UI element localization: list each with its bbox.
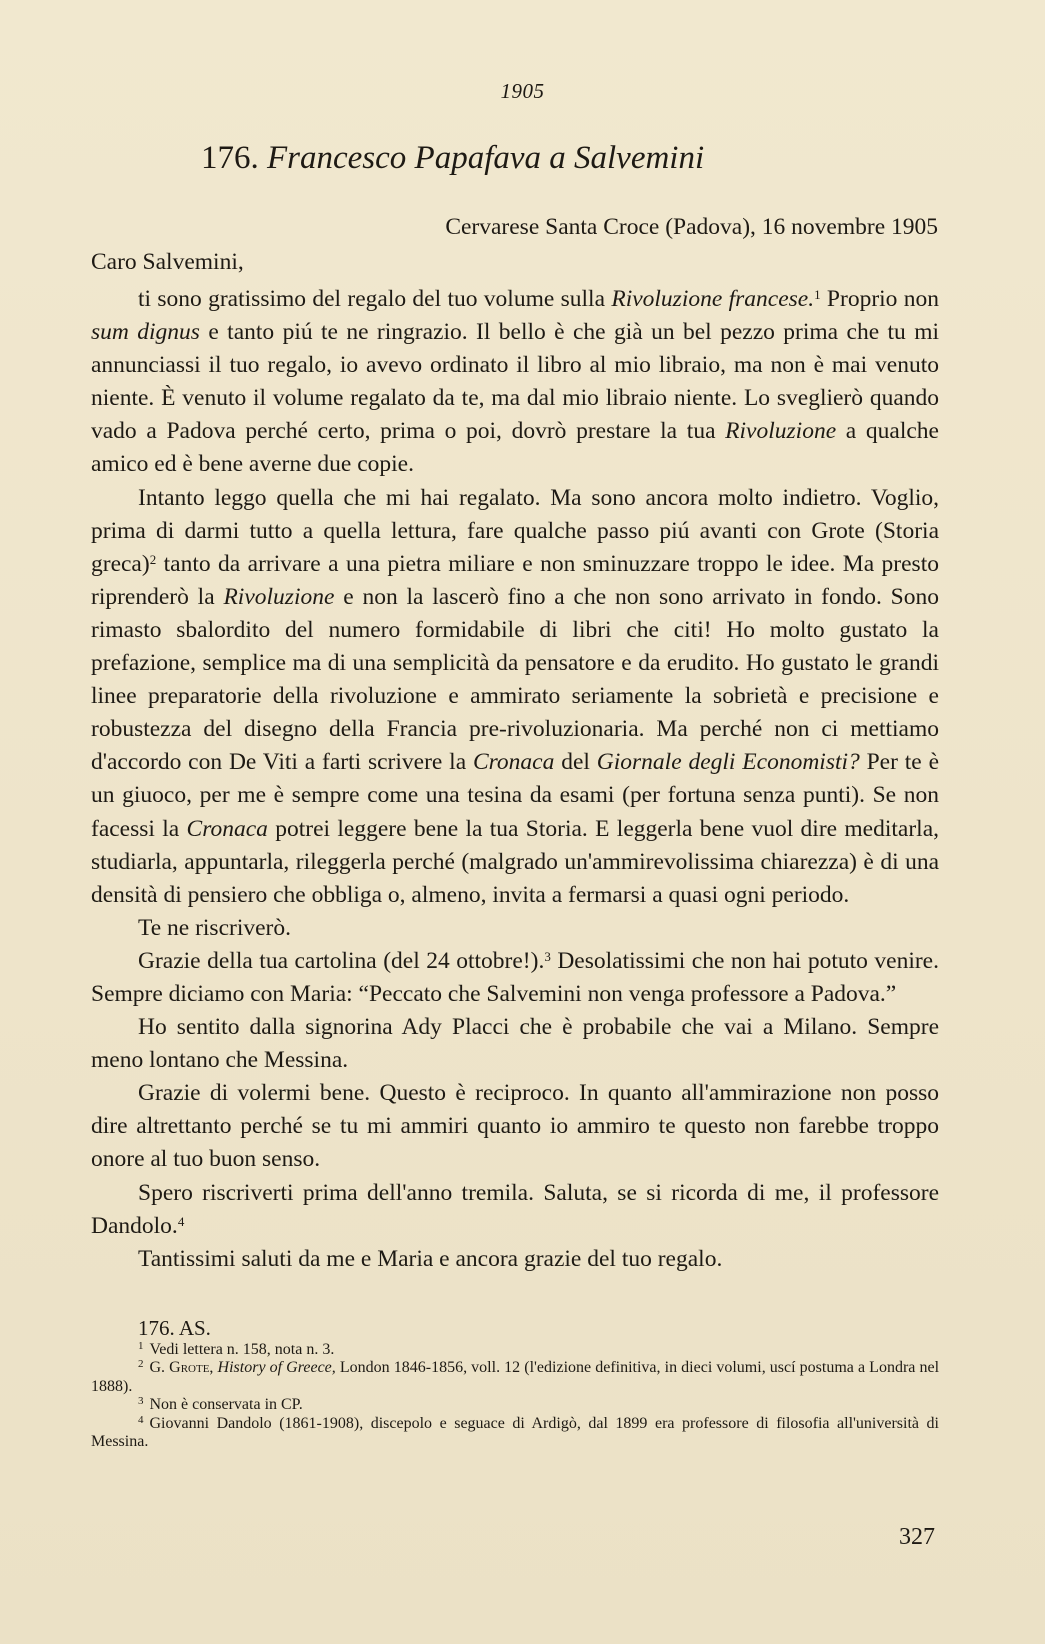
- paragraph-7: [91, 1177, 939, 1243]
- footnote-text: London 1846-1856, voll. 12 (l'edizione definitiva, in dieci volumi, uscí postuma a Londra nel 1888).: [91, 1359, 940, 1395]
- paragraph-5: Ho sentito dalla signorina Ady Placci che è probabile che vai a Milano. Sempre meno lontano che Messina.: [91, 1014, 939, 1074]
- footnote-text: Giovanni Dandolo (1861-1908), discepolo e seguace di Ardigò, dal 1899 era professore di filosofia all'università di Messina.: [91, 1414, 939, 1450]
- footnote-author: G. Grote,: [149, 1359, 214, 1376]
- text-run: Desolatissimi che non hai potuto venire. Sempre diciamo con Maria: “Peccato che Salvemini non venga professore a Padova.”: [91, 947, 939, 1007]
- text-run: del: [554, 749, 597, 776]
- footnote-mark: 1: [138, 1339, 144, 1352]
- italic-phrase: sum dignus: [91, 319, 200, 346]
- paragraph-4: [91, 945, 939, 1011]
- footnote-1: [91, 1341, 939, 1360]
- italic-title: Cronaca: [186, 815, 268, 842]
- footnotes: [91, 1316, 940, 1452]
- paragraph-2: [91, 482, 939, 912]
- text-run: ti sono gratissimo del regalo del tuo volume sulla: [138, 286, 612, 312]
- text-run: e non la lascerò fino a che non sono arrivato in fondo. Sono rimasto sbalordito del numero formidabile di libri che citi! Ho molto gustato la prefazione, semplice ma di una semplicità da pensatore e da erudito. Ho gustato le grandi linee preparatorie della rivoluzione e ammirato seriamente la sobrietà e precisione e robustezza del disegno della Francia pre-rivoluzionaria. Ma perché non ci mettiamo d'accordo con De Viti a farti scrivere la: [91, 583, 940, 776]
- letter-sender: Francesco Papafava a Salvemini: [267, 140, 705, 176]
- place-date: Cervarese Santa Croce (Padova), 16 novembre 1905: [445, 214, 938, 240]
- text-run: e tanto piú te ne ringrazio. Il bello è che già un bel pezzo prima che tu mi annunciassi il tuo regalo, io avevo ordinato il libro al mio libraio, ma non è mai venuto niente. È venuto il volume regalato da te, ma dal mio libraio niente. Lo sveglierò quando vado a Padova perché certo, prima o poi, dovrò prestare la tua: [91, 319, 940, 445]
- paragraph-6: Grazie di volermi bene. Questo è reciproco. In quanto all'ammirazione non posso dire altrettanto perché se tu mi ammiri quanto io ammiro te questo non farebbe troppo onore al tuo buon senso.: [91, 1080, 939, 1173]
- running-head: 1905: [500, 79, 545, 103]
- text-run: Spero riscriverti prima dell'anno tremila. Saluta, se si ricorda di me, il professore Dandolo.: [91, 1179, 939, 1239]
- footnote-2: [91, 1359, 939, 1396]
- italic-title: Cronaca: [472, 749, 555, 776]
- text-run: Proprio non: [820, 286, 940, 312]
- text-run: Per te è un giuoco, per me è sempre come una tesina da esami (per fortuna senza punti). Se non facessi la: [91, 749, 940, 842]
- footnote-mark: 4: [138, 1413, 144, 1426]
- footnote-ref-3: 3: [544, 948, 551, 964]
- footnote-text: Vedi lettera n. 158, nota n. 3.: [149, 1340, 335, 1358]
- italic-title: Rivoluzione francese.: [611, 286, 815, 312]
- paragraph-3: Te ne riscriverò.: [138, 914, 291, 941]
- text-run: Grazie della tua cartolina (del 24 ottobre!).: [138, 947, 545, 974]
- page-number: 327: [899, 1524, 935, 1550]
- footnote-title: History of Greece,: [217, 1359, 336, 1376]
- paragraph-1: [91, 283, 939, 482]
- footnote-ref-2: 2: [149, 551, 157, 567]
- notes-heading: 176. AS.: [138, 1316, 211, 1340]
- footnote-ref-1: 1: [814, 286, 821, 302]
- letter-body: [91, 283, 939, 1276]
- italic-title: Rivoluzione: [223, 583, 335, 610]
- letter-number: 176.: [201, 140, 259, 176]
- footnote-4: [91, 1415, 939, 1452]
- paragraph-8: Tantissimi saluti da me e Maria e ancora grazie del tuo regalo.: [138, 1245, 723, 1272]
- text-run: a qualche amico ed è bene averne due copie.: [91, 418, 939, 478]
- italic-title: Rivoluzione: [725, 418, 837, 445]
- footnote-ref-4: 4: [177, 1213, 185, 1229]
- footnote-mark: 3: [138, 1395, 144, 1408]
- letter-heading: [201, 140, 704, 177]
- footnote-text: Non è conservata in CP.: [149, 1396, 303, 1413]
- footnote-mark: 2: [138, 1358, 144, 1371]
- text-run: potrei leggere bene la tua Storia. E leggerla bene vuol dire meditarla, studiarla, appuntarla, rileggerla perché (malgrado un'ammirevolissima chiarezza) è di una densità di pensiero che obbliga o, almeno, invita a fermarsi a quasi ogni periodo.: [91, 815, 939, 908]
- text-run: Intanto leggo quella che mi hai regalato. Ma sono ancora molto indietro. Voglio, prima di darmi tutto a quella lettura, fare qualche passo piú avanti con Grote (Storia greca): [91, 484, 939, 577]
- salutation: Caro Salvemini,: [91, 249, 244, 275]
- footnote-3: [91, 1396, 939, 1415]
- italic-title: Giornale degli Economisti?: [596, 749, 860, 776]
- text-run: tanto da arrivare a una pietra miliare e non sminuzzare troppo le idee. Ma presto riprenderò la: [91, 550, 939, 610]
